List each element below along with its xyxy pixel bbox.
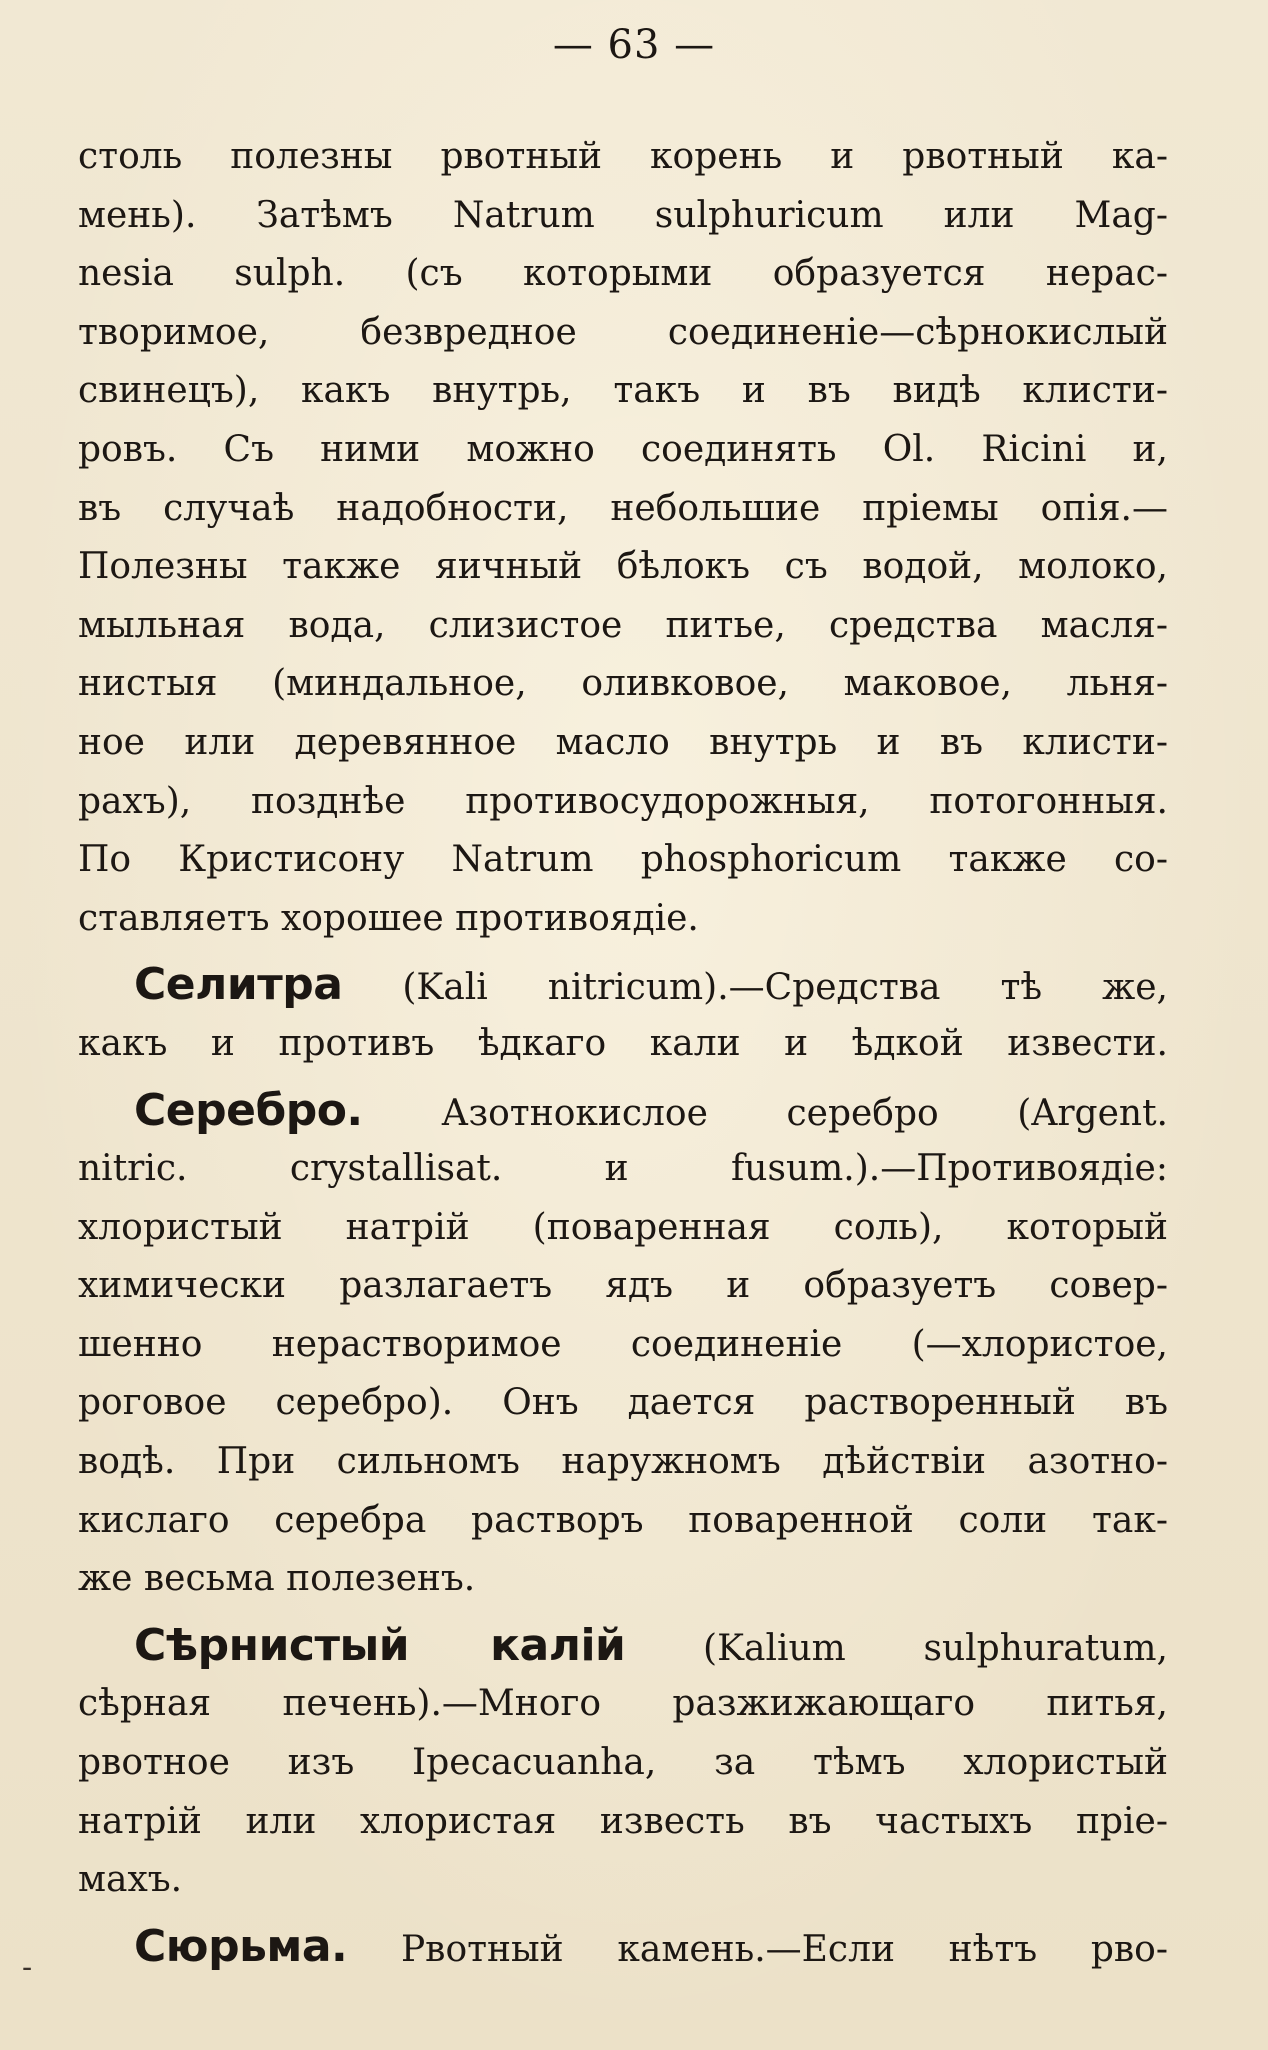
text-line: сѣрная печень).—Много разжижающаго питья, — [78, 1683, 1168, 1725]
text-line: водѣ. При сильномъ наружномъ дѣйствiи азотно- — [78, 1441, 1168, 1483]
text-line: ставляетъ хорошее противоядiе. — [78, 897, 699, 939]
text-line: рахъ), позднѣе противосудорожныя, потогонныя. — [78, 780, 1168, 822]
entry-heading: Селитра — [134, 959, 343, 1011]
text-line: По Кристисону Natrum phosphoricum также со- — [78, 839, 1168, 881]
text-line: мень). Затѣмъ Natrum sulphuricum или Mag- — [78, 194, 1168, 236]
text-line: какъ и противъ ѣдкаго кали и ѣдкой извести. — [78, 1022, 1168, 1064]
entry-text: (Kali nitricum).—Средства тѣ же, — [342, 967, 1168, 1009]
margin-mark: - — [22, 1950, 33, 1985]
text-line: шенно нерастворимое соединенiе (—хлористое, — [78, 1323, 1168, 1365]
text-line: кислаго серебра растворъ поваренной соли так- — [78, 1499, 1168, 1541]
entry-first-line — [78, 1617, 1168, 1676]
text-line: ное или деревянное масло внутрь и въ клисти- — [78, 721, 1168, 763]
text-line: мыльная вода, слизистое питье, средства масля- — [78, 604, 1168, 646]
entry-sernisty-kaliy — [78, 1617, 1168, 1910]
text-line: свинецъ), какъ внутрь, такъ и въ видѣ клисти- — [78, 370, 1168, 412]
text-line: же весьма полезенъ. — [78, 1558, 476, 1600]
entry-first-line — [78, 1918, 1168, 1977]
text-line: въ случаѣ надобности, небольшие прiемы опiя.— — [78, 487, 1168, 529]
entry-text: Азотнокислое серебро (Argent. — [362, 1092, 1168, 1134]
text-line: хлористый натрiй (поваренная соль), который — [78, 1206, 1168, 1248]
paragraph-continuation — [78, 128, 1168, 948]
text-line: творимое, безвредное соединенiе—сѣрнокислый — [78, 311, 1168, 353]
entry-heading: Серебро. — [134, 1084, 363, 1136]
page-body — [78, 128, 1168, 1976]
entry-text: Рвотный камень.—Если нѣтъ рво- — [347, 1928, 1168, 1970]
text-line: нистыя (миндальное, оливковое, маковое, льня- — [78, 663, 1168, 705]
text-line: ровъ. Съ ними можно соединять Ol. Ricini и, — [78, 428, 1168, 470]
entry-heading: Сѣрнистый калiй — [134, 1619, 626, 1671]
entry-text: (Kalium sulphuratum, — [625, 1627, 1168, 1669]
entry-first-line — [78, 956, 1168, 1015]
page-number: — 63 — — [552, 22, 716, 68]
entry-surma — [78, 1918, 1168, 1977]
text-line: химически разлагаетъ ядъ и образуетъ совер- — [78, 1265, 1168, 1307]
text-line: столь полезны рвотный корень и рвотный ка- — [78, 136, 1168, 177]
text-line: nitric. crystallisat. и fusum.).—Противоядiе: — [78, 1148, 1168, 1190]
entry-serebro — [78, 1082, 1168, 1609]
text-line: махъ. — [78, 1859, 183, 1901]
text-line: Полезны также яичный бѣлокъ съ водой, молоко, — [78, 546, 1168, 588]
entry-first-line — [78, 1082, 1168, 1141]
text-line: рвотное изъ Ipecacuanha, за тѣмъ хлористый — [78, 1742, 1168, 1784]
text-line: nesia sulph. (съ которыми образуется нерас- — [78, 253, 1168, 295]
text-line: натрiй или хлористая известь въ частыхъ прiе- — [78, 1800, 1168, 1842]
entry-heading: Сюрьма. — [134, 1920, 348, 1972]
entry-selitra — [78, 956, 1168, 1073]
text-line: роговое серебро). Онъ дается растворенный въ — [78, 1382, 1168, 1424]
